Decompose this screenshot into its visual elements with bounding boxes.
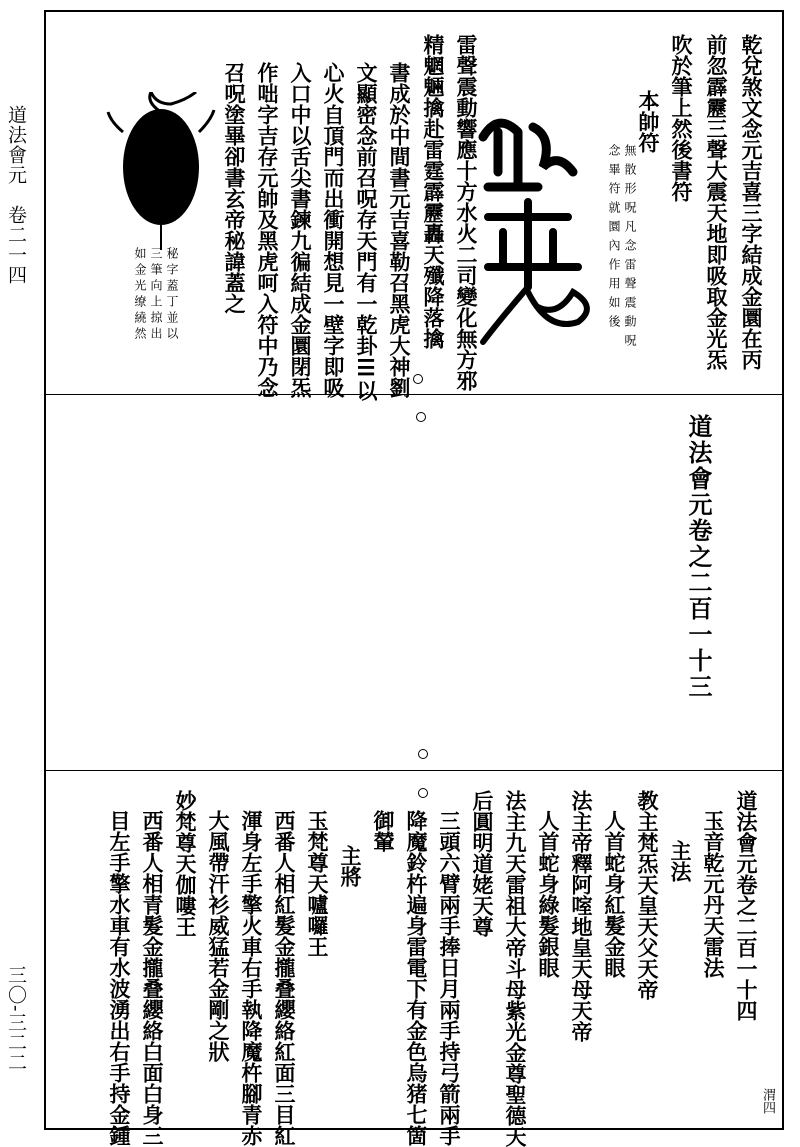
text-column: 吹於筆上然後書符	[669, 34, 694, 202]
talisman-note: 無散形呪凡念雷聲震動呪	[623, 144, 637, 353]
page-range-margin: 三〇-三二二	[5, 965, 27, 1073]
scroll-end-title: 道法會元卷之二百一十三	[684, 414, 713, 700]
text-column: 西番人相紅髮金攏叠纓絡紅面三目紅	[272, 810, 297, 1146]
text-column: 召呪塗畢卻書玄帝秘諱蓋之	[222, 62, 247, 314]
panel-bottom	[46, 770, 782, 1147]
talisman-glyph-icon	[458, 92, 603, 362]
seal-emblem-icon	[106, 92, 216, 252]
text-column: 玉音乾元丹天雷法	[701, 810, 726, 978]
panel-top	[46, 12, 782, 401]
text-column: 玉梵尊天嚧囉王	[305, 810, 330, 957]
panel-middle	[46, 394, 782, 770]
text-column: 前忽霹靂三聲大震天地即吸取金光炁	[704, 34, 729, 370]
text-column: 精魍魎擒赴雷霆霹靂轟天殲降落擒	[421, 34, 446, 349]
text-column: 渾身左手擎火車右手執降魔杵腳青赤	[239, 810, 264, 1146]
text-column: 妙梵尊天伽嘍王	[173, 790, 198, 937]
page-frame	[44, 10, 784, 1147]
talisman-name: 本帥符	[636, 90, 661, 153]
text-column: 教主梵炁天皇天父天帝	[635, 790, 660, 1000]
text-column: 心火自頂門而出衝開想見一壁字即吸	[321, 62, 346, 398]
text-column: 文顯密念前召呪存天門有一乾卦☰以	[354, 62, 379, 401]
text-column: 入口中以舌尖書鍊九徧結成金圜閉炁	[288, 62, 313, 398]
tally-mark: 渭四	[760, 1088, 775, 1114]
circle-mark-icon	[413, 374, 423, 384]
book-title-margin: 道法會元 卷二一四	[5, 105, 27, 285]
text-column: 作咄字吉存元帥及黑虎呵入符中乃念	[255, 62, 280, 398]
text-column: 西番人相青髮金攏叠纓絡白面白身三	[140, 810, 165, 1146]
text-column: 御輦	[371, 810, 396, 852]
text-column: 后圓明道姥天尊	[470, 790, 495, 937]
text-column: 大風帶汗衫威猛若金剛之狀	[206, 810, 231, 1062]
text-column: 雷聲震動響應十方水火二司變化無方邪	[454, 34, 479, 391]
text-column: 道法會元卷之二百一十四	[734, 790, 759, 1021]
text-column: 三頭六臂兩手捧日月兩手持弓箭兩手	[437, 810, 462, 1146]
text-column: 人首蛇身綠髮銀眼	[536, 810, 561, 978]
text-column: 書成於中間書元吉喜勒召黑虎大神劉	[387, 62, 412, 398]
text-column: 法主帝釋阿㗌地皇天母天帝	[569, 790, 594, 1042]
text-column: 降魔鈴杵遍身雷電下有金色烏猪七箇	[404, 810, 429, 1146]
text-column: 乾兌煞文念元吉喜三字結成金圜在丙	[739, 34, 764, 370]
circle-mark-icon	[418, 749, 428, 759]
seal-caption: 如金光缭繞然	[133, 247, 147, 343]
text-column: 法主九天雷祖大帝斗母紫光金尊聖德天	[503, 790, 528, 1147]
seal-caption: 三筆向上掠出	[149, 247, 163, 343]
talisman-note: 念畢符就圜內作用如後	[607, 144, 621, 334]
text-column: 主將	[338, 845, 363, 887]
seal-caption: 秘字蓋丁並以	[165, 247, 179, 343]
text-column: 目左手擎水車有水波湧出右手持金鍾	[107, 810, 132, 1146]
text-column: 人首蛇身紅髮金眼	[602, 810, 627, 978]
text-column: 主法	[668, 840, 693, 882]
